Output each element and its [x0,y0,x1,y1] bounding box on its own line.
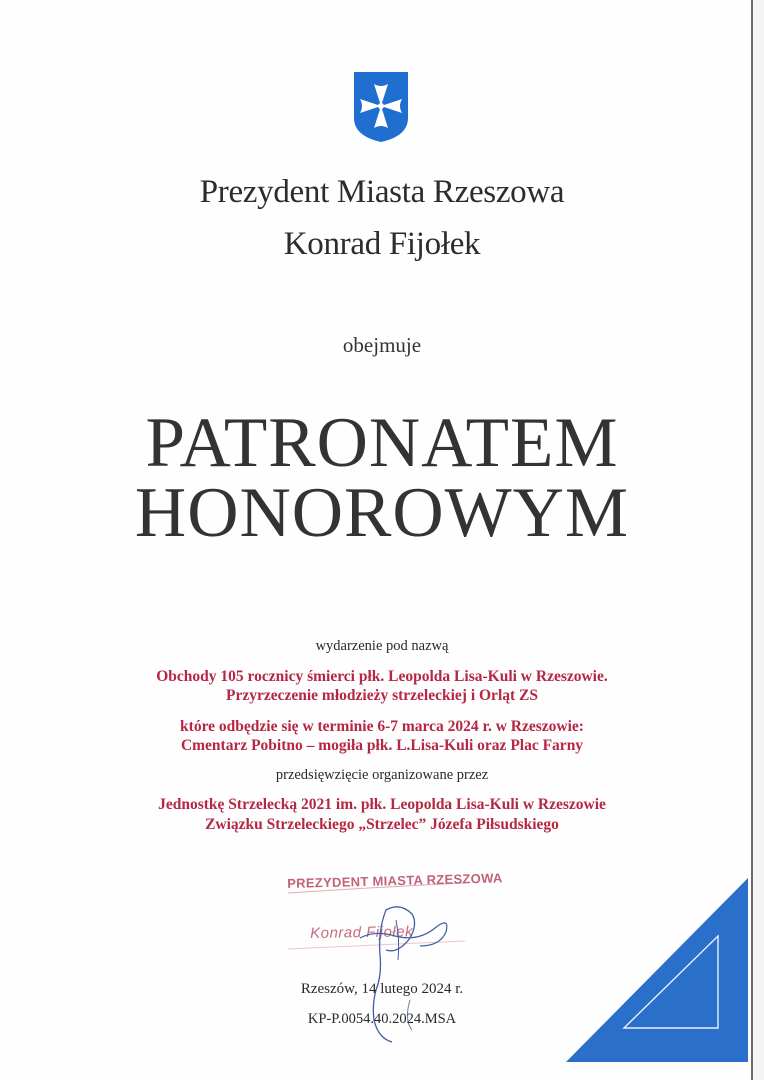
issue-date: Rzeszów, 14 lutego 2024 r. [300,981,464,997]
event-details-line1: które odbędzie się w terminie 6-7 marca 2024 r. w Rzeszowie: [180,718,584,735]
reference-number: KP-P.0054.40.2024.MSA [307,1011,457,1027]
intro-text: obejmuje [342,333,422,357]
event-name-line1: Obchody 105 rocznicy śmierci płk. Leopolda Lisa-Kuli w Rzeszowie. [156,668,608,685]
event-name-line2: Przyrzeczenie młodzieży strzeleckiej i Orląt ZS [225,687,538,704]
handwritten-signature [300,880,470,1060]
header-title-line2: Konrad Fijołek [283,226,481,262]
stamp-title: PREZYDENT MIASTA RZESZOWA [287,870,503,891]
organizer-line1: Jednostkę Strzelecką 2021 im. płk. Leopolda Lisa-Kuli w Rzeszowie [158,796,606,813]
main-title-line2: HONOROWYM [134,474,630,552]
organizer-line2: Związku Strzeleckiego „Strzelec” Józefa Piłsudskiego [205,816,559,833]
coat-of-arms-cross-icon [352,70,410,144]
organizer-label: przedsięwzięcie organizowane przez [275,767,489,783]
event-details-line2: Cmentarz Pobitno – mogiła płk. L.Lisa-Kuli oraz Plac Farny [180,737,584,754]
event-label: wydarzenie pod nazwą [315,638,449,654]
header-title-line1: Prezydent Miasta Rzeszowa [199,174,565,210]
stamp-name: Konrad Fijołek [310,923,414,942]
corner-decoration [566,878,748,1062]
main-title-line1: PATRONATEM [145,404,619,482]
